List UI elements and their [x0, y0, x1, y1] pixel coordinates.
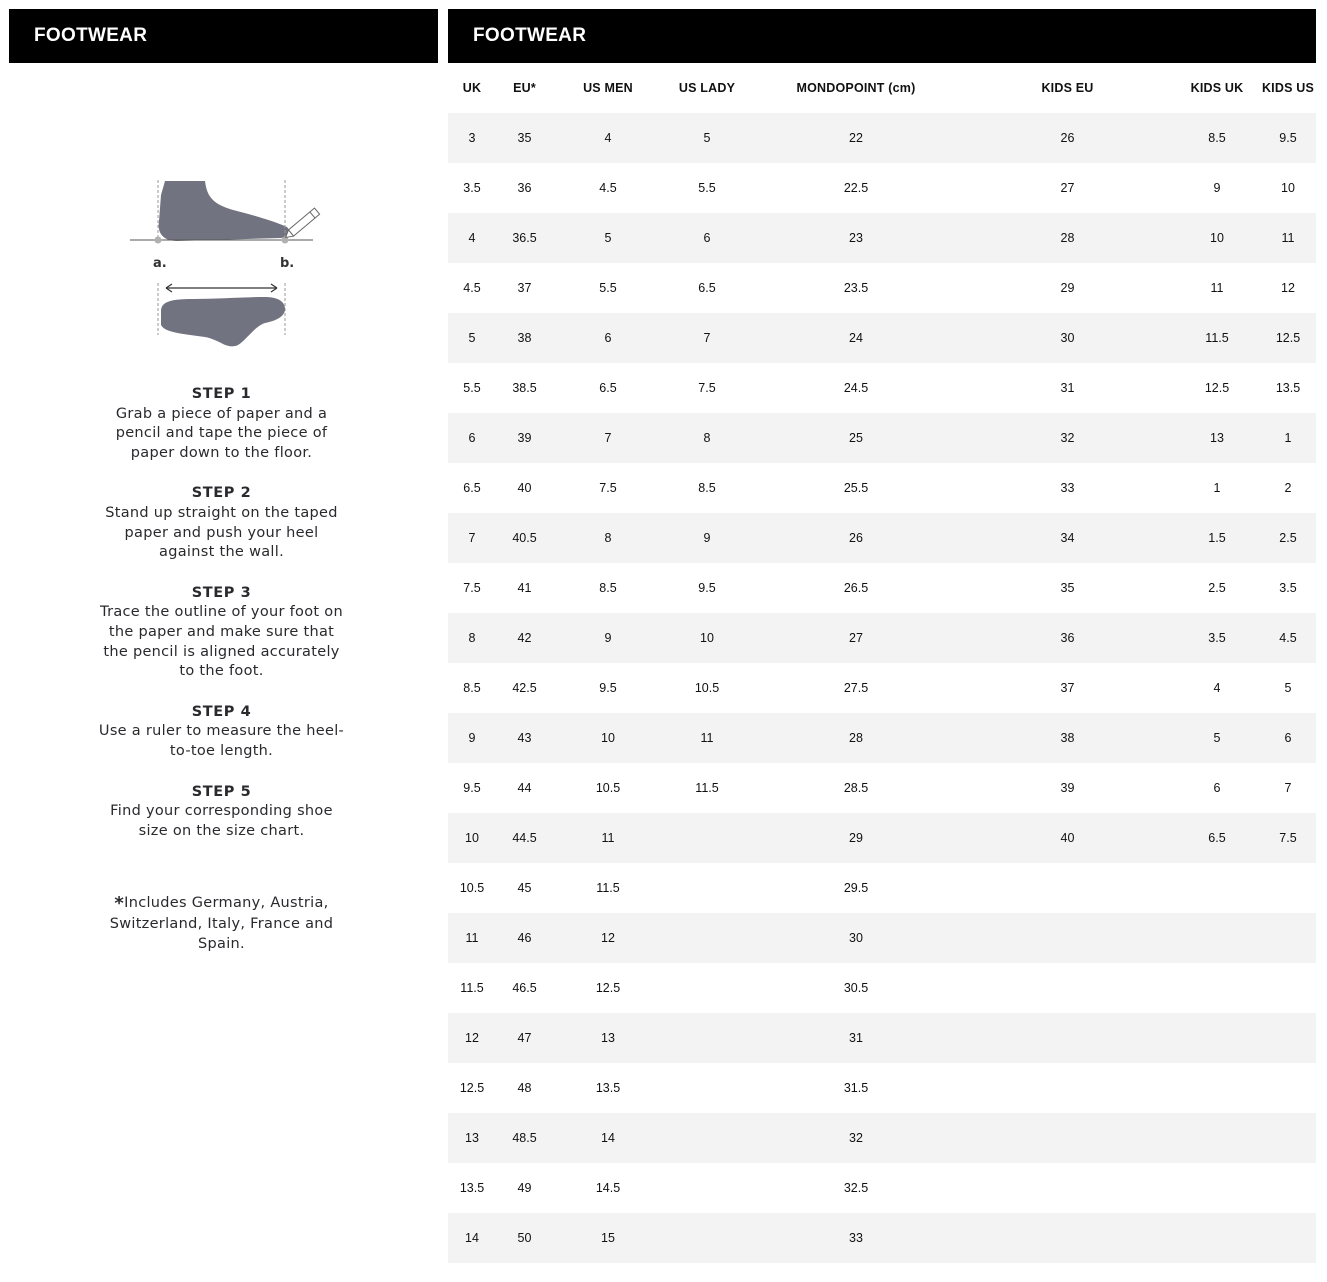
footnote-marker: * — [114, 893, 125, 914]
table-cell — [1174, 1113, 1260, 1163]
table-cell: 40.5 — [496, 513, 553, 563]
table-cell: 44 — [496, 763, 553, 813]
table-cell: 2.5 — [1260, 513, 1316, 563]
table-cell: 8.5 — [1174, 113, 1260, 163]
table-cell: 45 — [496, 863, 553, 913]
table-row — [448, 513, 1316, 563]
table-cell — [961, 863, 1174, 913]
table-cell: 11.5 — [1174, 313, 1260, 363]
table-cell — [663, 1113, 751, 1163]
left-panel-title: FOOTWEAR — [9, 9, 438, 63]
table-cell: 13.5 — [448, 1163, 496, 1213]
table-cell: 32 — [961, 413, 1174, 463]
table-cell: 40 — [961, 813, 1174, 863]
table-cell: 7.5 — [1260, 813, 1316, 863]
table-row — [448, 163, 1316, 213]
table-cell: 37 — [496, 263, 553, 313]
table-row — [448, 963, 1316, 1013]
step-text: Use a ruler to measure the heel-to-toe length. — [98, 723, 345, 759]
table-cell: 36 — [961, 613, 1174, 663]
table-cell: 12.5 — [448, 1063, 496, 1113]
table-cell: 9.5 — [663, 563, 751, 613]
table-row — [448, 313, 1316, 363]
table-cell: 50 — [496, 1213, 553, 1263]
table-cell: 33 — [961, 463, 1174, 513]
table-cell: 10.5 — [448, 863, 496, 913]
table-cell: 30 — [751, 913, 961, 963]
table-cell: 26 — [961, 113, 1174, 163]
table-cell — [663, 913, 751, 963]
table-cell: 8 — [448, 613, 496, 663]
table-cell — [1260, 913, 1316, 963]
step-3 — [9, 584, 434, 682]
step-2 — [9, 484, 434, 562]
table-row — [448, 1163, 1316, 1213]
point-a-label: a. — [153, 256, 167, 271]
table-cell: 3.5 — [1260, 563, 1316, 613]
table-cell: 4 — [1174, 663, 1260, 713]
table-cell: 11 — [448, 913, 496, 963]
table-cell: 9 — [663, 513, 751, 563]
table-cell: 6 — [448, 413, 496, 463]
step-title: STEP 4 — [191, 703, 252, 720]
table-cell: 23.5 — [751, 263, 961, 313]
column-header-mondopoint: MONDOPOINT (cm) — [796, 81, 916, 95]
table-cell: 10 — [663, 613, 751, 663]
table-cell — [663, 1163, 751, 1213]
table-cell: 37 — [961, 663, 1174, 713]
table-cell: 30.5 — [751, 963, 961, 1013]
column-header-kids-uk: KIDS UK — [1190, 81, 1244, 95]
table-cell — [1260, 1063, 1316, 1113]
table-cell — [1174, 1013, 1260, 1063]
table-cell: 6 — [553, 313, 663, 363]
table-row — [448, 813, 1316, 863]
table-cell: 6 — [663, 213, 751, 263]
table-cell: 28 — [751, 713, 961, 763]
step-1 — [9, 385, 434, 463]
table-cell: 6.5 — [1174, 813, 1260, 863]
table-cell — [663, 863, 751, 913]
table-cell — [1174, 1213, 1260, 1263]
table-cell: 12.5 — [1174, 363, 1260, 413]
table-cell: 7 — [553, 413, 663, 463]
table-cell: 8.5 — [448, 663, 496, 713]
table-cell: 10 — [448, 813, 496, 863]
table-cell — [1260, 863, 1316, 913]
table-row — [448, 1113, 1316, 1163]
table-cell: 46.5 — [496, 963, 553, 1013]
table-cell: 10.5 — [663, 663, 751, 713]
table-cell: 7.5 — [448, 563, 496, 613]
step-title: STEP 5 — [191, 783, 252, 800]
table-cell: 32 — [751, 1113, 961, 1163]
table-cell: 11 — [663, 713, 751, 763]
table-cell: 36.5 — [496, 213, 553, 263]
table-cell: 30 — [961, 313, 1174, 363]
table-cell — [1174, 963, 1260, 1013]
table-cell: 3 — [448, 113, 496, 163]
column-header-kids-eu: KIDS EU — [1041, 81, 1094, 95]
table-cell — [663, 963, 751, 1013]
table-row — [448, 1013, 1316, 1063]
table-row — [448, 913, 1316, 963]
table-row — [448, 263, 1316, 313]
table-cell: 24 — [751, 313, 961, 363]
table-cell: 5.5 — [448, 363, 496, 413]
column-header-kids-us: KIDS US — [1261, 81, 1315, 95]
table-cell: 10 — [1260, 163, 1316, 213]
step-text: Trace the outline of your foot on the paper and make sure that the pencil is aligned accurately to the foot. — [100, 604, 343, 680]
step-4 — [9, 703, 434, 762]
table-cell: 29.5 — [751, 863, 961, 913]
table-cell: 27 — [751, 613, 961, 663]
table-cell: 28 — [961, 213, 1174, 263]
measuring-guide — [9, 63, 438, 1273]
table-cell: 5 — [1174, 713, 1260, 763]
column-header-uk: UK — [462, 81, 482, 95]
table-cell: 34 — [961, 513, 1174, 563]
table-cell: 44.5 — [496, 813, 553, 863]
table-cell — [1174, 913, 1260, 963]
table-cell: 8.5 — [553, 563, 663, 613]
table-cell: 31.5 — [751, 1063, 961, 1113]
table-cell — [663, 1013, 751, 1063]
table-cell — [1260, 1013, 1316, 1063]
table-cell: 5.5 — [663, 163, 751, 213]
table-cell: 12.5 — [1260, 313, 1316, 363]
table-cell: 12 — [553, 913, 663, 963]
table-cell: 35 — [496, 113, 553, 163]
table-cell: 5 — [663, 113, 751, 163]
table-cell: 1 — [1260, 413, 1316, 463]
table-row — [448, 713, 1316, 763]
table-cell: 5 — [1260, 663, 1316, 713]
table-cell: 14.5 — [553, 1163, 663, 1213]
table-row — [448, 413, 1316, 463]
table-cell: 6.5 — [553, 363, 663, 413]
step-text: Find your corresponding shoe size on the size chart. — [110, 803, 333, 839]
table-cell — [663, 1063, 751, 1113]
point-b-label: b. — [280, 256, 295, 271]
step-title: STEP 3 — [191, 584, 252, 601]
table-cell: 7 — [663, 313, 751, 363]
table-cell: 7.5 — [663, 363, 751, 413]
step-text: Stand up straight on the taped paper and push your heel against the wall. — [105, 504, 338, 561]
table-cell: 10 — [1174, 213, 1260, 263]
table-cell: 9 — [553, 613, 663, 663]
table-row — [448, 763, 1316, 813]
table-cell: 23 — [751, 213, 961, 263]
table-cell: 29 — [751, 813, 961, 863]
table-row — [448, 213, 1316, 263]
table-cell: 11.5 — [553, 863, 663, 913]
table-cell: 39 — [496, 413, 553, 463]
table-cell — [961, 913, 1174, 963]
table-cell: 1.5 — [1174, 513, 1260, 563]
table-cell — [1260, 1163, 1316, 1213]
table-cell: 38 — [961, 713, 1174, 763]
table-cell: 9.5 — [1260, 113, 1316, 163]
table-row — [448, 863, 1316, 913]
table-cell: 26.5 — [751, 563, 961, 613]
column-header-us-lady: US LADY — [678, 81, 736, 95]
table-cell: 13.5 — [553, 1063, 663, 1113]
table-cell: 13.5 — [1260, 363, 1316, 413]
table-cell: 14 — [448, 1213, 496, 1263]
table-cell: 39 — [961, 763, 1174, 813]
table-cell: 1 — [1174, 463, 1260, 513]
table-cell: 9.5 — [448, 763, 496, 813]
step-title: STEP 2 — [191, 485, 252, 502]
table-cell: 2.5 — [1174, 563, 1260, 613]
table-cell: 6 — [1260, 713, 1316, 763]
table-cell: 22.5 — [751, 163, 961, 213]
table-cell: 5.5 — [553, 263, 663, 313]
column-header-eu: EU* — [513, 81, 536, 95]
table-cell: 27.5 — [751, 663, 961, 713]
table-cell: 38 — [496, 313, 553, 363]
table-row — [448, 1063, 1316, 1113]
table-cell: 46 — [496, 913, 553, 963]
table-cell — [961, 1113, 1174, 1163]
step-5 — [9, 783, 434, 842]
table-cell: 10 — [553, 713, 663, 763]
table-cell: 11 — [1174, 263, 1260, 313]
table-cell — [663, 813, 751, 863]
table-cell: 7.5 — [553, 463, 663, 513]
table-cell: 5 — [553, 213, 663, 263]
table-cell: 6.5 — [663, 263, 751, 313]
table-cell: 48.5 — [496, 1113, 553, 1163]
table-cell: 38.5 — [496, 363, 553, 413]
table-cell: 14 — [553, 1113, 663, 1163]
table-cell: 7 — [448, 513, 496, 563]
footnote-text: Includes Germany, Austria, Switzerland, Italy, France and Spain. — [109, 895, 334, 952]
table-cell: 8 — [663, 413, 751, 463]
table-cell: 31 — [751, 1013, 961, 1063]
table-cell — [1260, 963, 1316, 1013]
table-cell: 26 — [751, 513, 961, 563]
size-chart-title: FOOTWEAR — [448, 9, 1316, 63]
step-list — [9, 385, 434, 862]
table-cell: 3.5 — [448, 163, 496, 213]
table-cell: 13 — [1174, 413, 1260, 463]
table-row — [448, 663, 1316, 713]
table-cell: 36 — [496, 163, 553, 213]
table-cell — [1174, 1163, 1260, 1213]
table-cell — [961, 1163, 1174, 1213]
table-cell: 32.5 — [751, 1163, 961, 1213]
table-cell: 42 — [496, 613, 553, 663]
table-row — [448, 363, 1316, 413]
table-cell: 11 — [553, 813, 663, 863]
table-cell: 13 — [448, 1113, 496, 1163]
table-cell: 9 — [1174, 163, 1260, 213]
table-row — [448, 563, 1316, 613]
size-chart-table — [448, 63, 1316, 1263]
table-cell — [1174, 863, 1260, 913]
table-cell: 2 — [1260, 463, 1316, 513]
table-cell: 3.5 — [1174, 613, 1260, 663]
table-cell — [961, 963, 1174, 1013]
table-cell: 47 — [496, 1013, 553, 1063]
table-cell: 6 — [1174, 763, 1260, 813]
table-cell: 4.5 — [553, 163, 663, 213]
table-cell: 40 — [496, 463, 553, 513]
table-cell: 10.5 — [553, 763, 663, 813]
table-cell: 4.5 — [448, 263, 496, 313]
table-cell: 49 — [496, 1163, 553, 1213]
table-cell: 42.5 — [496, 663, 553, 713]
table-cell: 12 — [1260, 263, 1316, 313]
table-cell — [1174, 1063, 1260, 1113]
table-cell: 41 — [496, 563, 553, 613]
table-cell: 9.5 — [553, 663, 663, 713]
table-cell: 43 — [496, 713, 553, 763]
table-cell: 25.5 — [751, 463, 961, 513]
table-cell: 13 — [553, 1013, 663, 1063]
table-cell: 4.5 — [1260, 613, 1316, 663]
table-header-row — [448, 63, 1316, 113]
table-row — [448, 1213, 1316, 1263]
table-row — [448, 613, 1316, 663]
table-cell: 48 — [496, 1063, 553, 1113]
table-cell: 12.5 — [553, 963, 663, 1013]
table-row — [448, 113, 1316, 163]
table-cell: 11 — [1260, 213, 1316, 263]
table-cell: 33 — [751, 1213, 961, 1263]
table-cell: 22 — [751, 113, 961, 163]
table-cell: 29 — [961, 263, 1174, 313]
table-cell: 7 — [1260, 763, 1316, 813]
foot-measurement-icon — [125, 175, 325, 350]
table-cell: 4 — [553, 113, 663, 163]
table-cell — [663, 1213, 751, 1263]
table-cell: 11.5 — [448, 963, 496, 1013]
table-cell: 4 — [448, 213, 496, 263]
column-header-us-men: US MEN — [583, 81, 633, 95]
table-cell: 24.5 — [751, 363, 961, 413]
eu-footnote — [9, 893, 434, 954]
table-cell: 11.5 — [663, 763, 751, 813]
table-cell: 25 — [751, 413, 961, 463]
table-cell — [961, 1063, 1174, 1113]
table-cell: 28.5 — [751, 763, 961, 813]
table-cell: 8 — [553, 513, 663, 563]
step-text: Grab a piece of paper and a pencil and tape the piece of paper down to the floor. — [115, 405, 328, 461]
table-cell — [961, 1013, 1174, 1063]
table-cell: 6.5 — [448, 463, 496, 513]
table-cell — [1260, 1213, 1316, 1263]
table-cell: 31 — [961, 363, 1174, 413]
table-row — [448, 463, 1316, 513]
table-cell: 9 — [448, 713, 496, 763]
table-cell: 12 — [448, 1013, 496, 1063]
table-cell: 15 — [553, 1213, 663, 1263]
table-cell: 27 — [961, 163, 1174, 213]
table-cell — [961, 1213, 1174, 1263]
table-cell: 35 — [961, 563, 1174, 613]
table-cell: 5 — [448, 313, 496, 363]
table-cell: 8.5 — [663, 463, 751, 513]
step-title: STEP 1 — [191, 386, 252, 402]
table-cell — [1260, 1113, 1316, 1163]
